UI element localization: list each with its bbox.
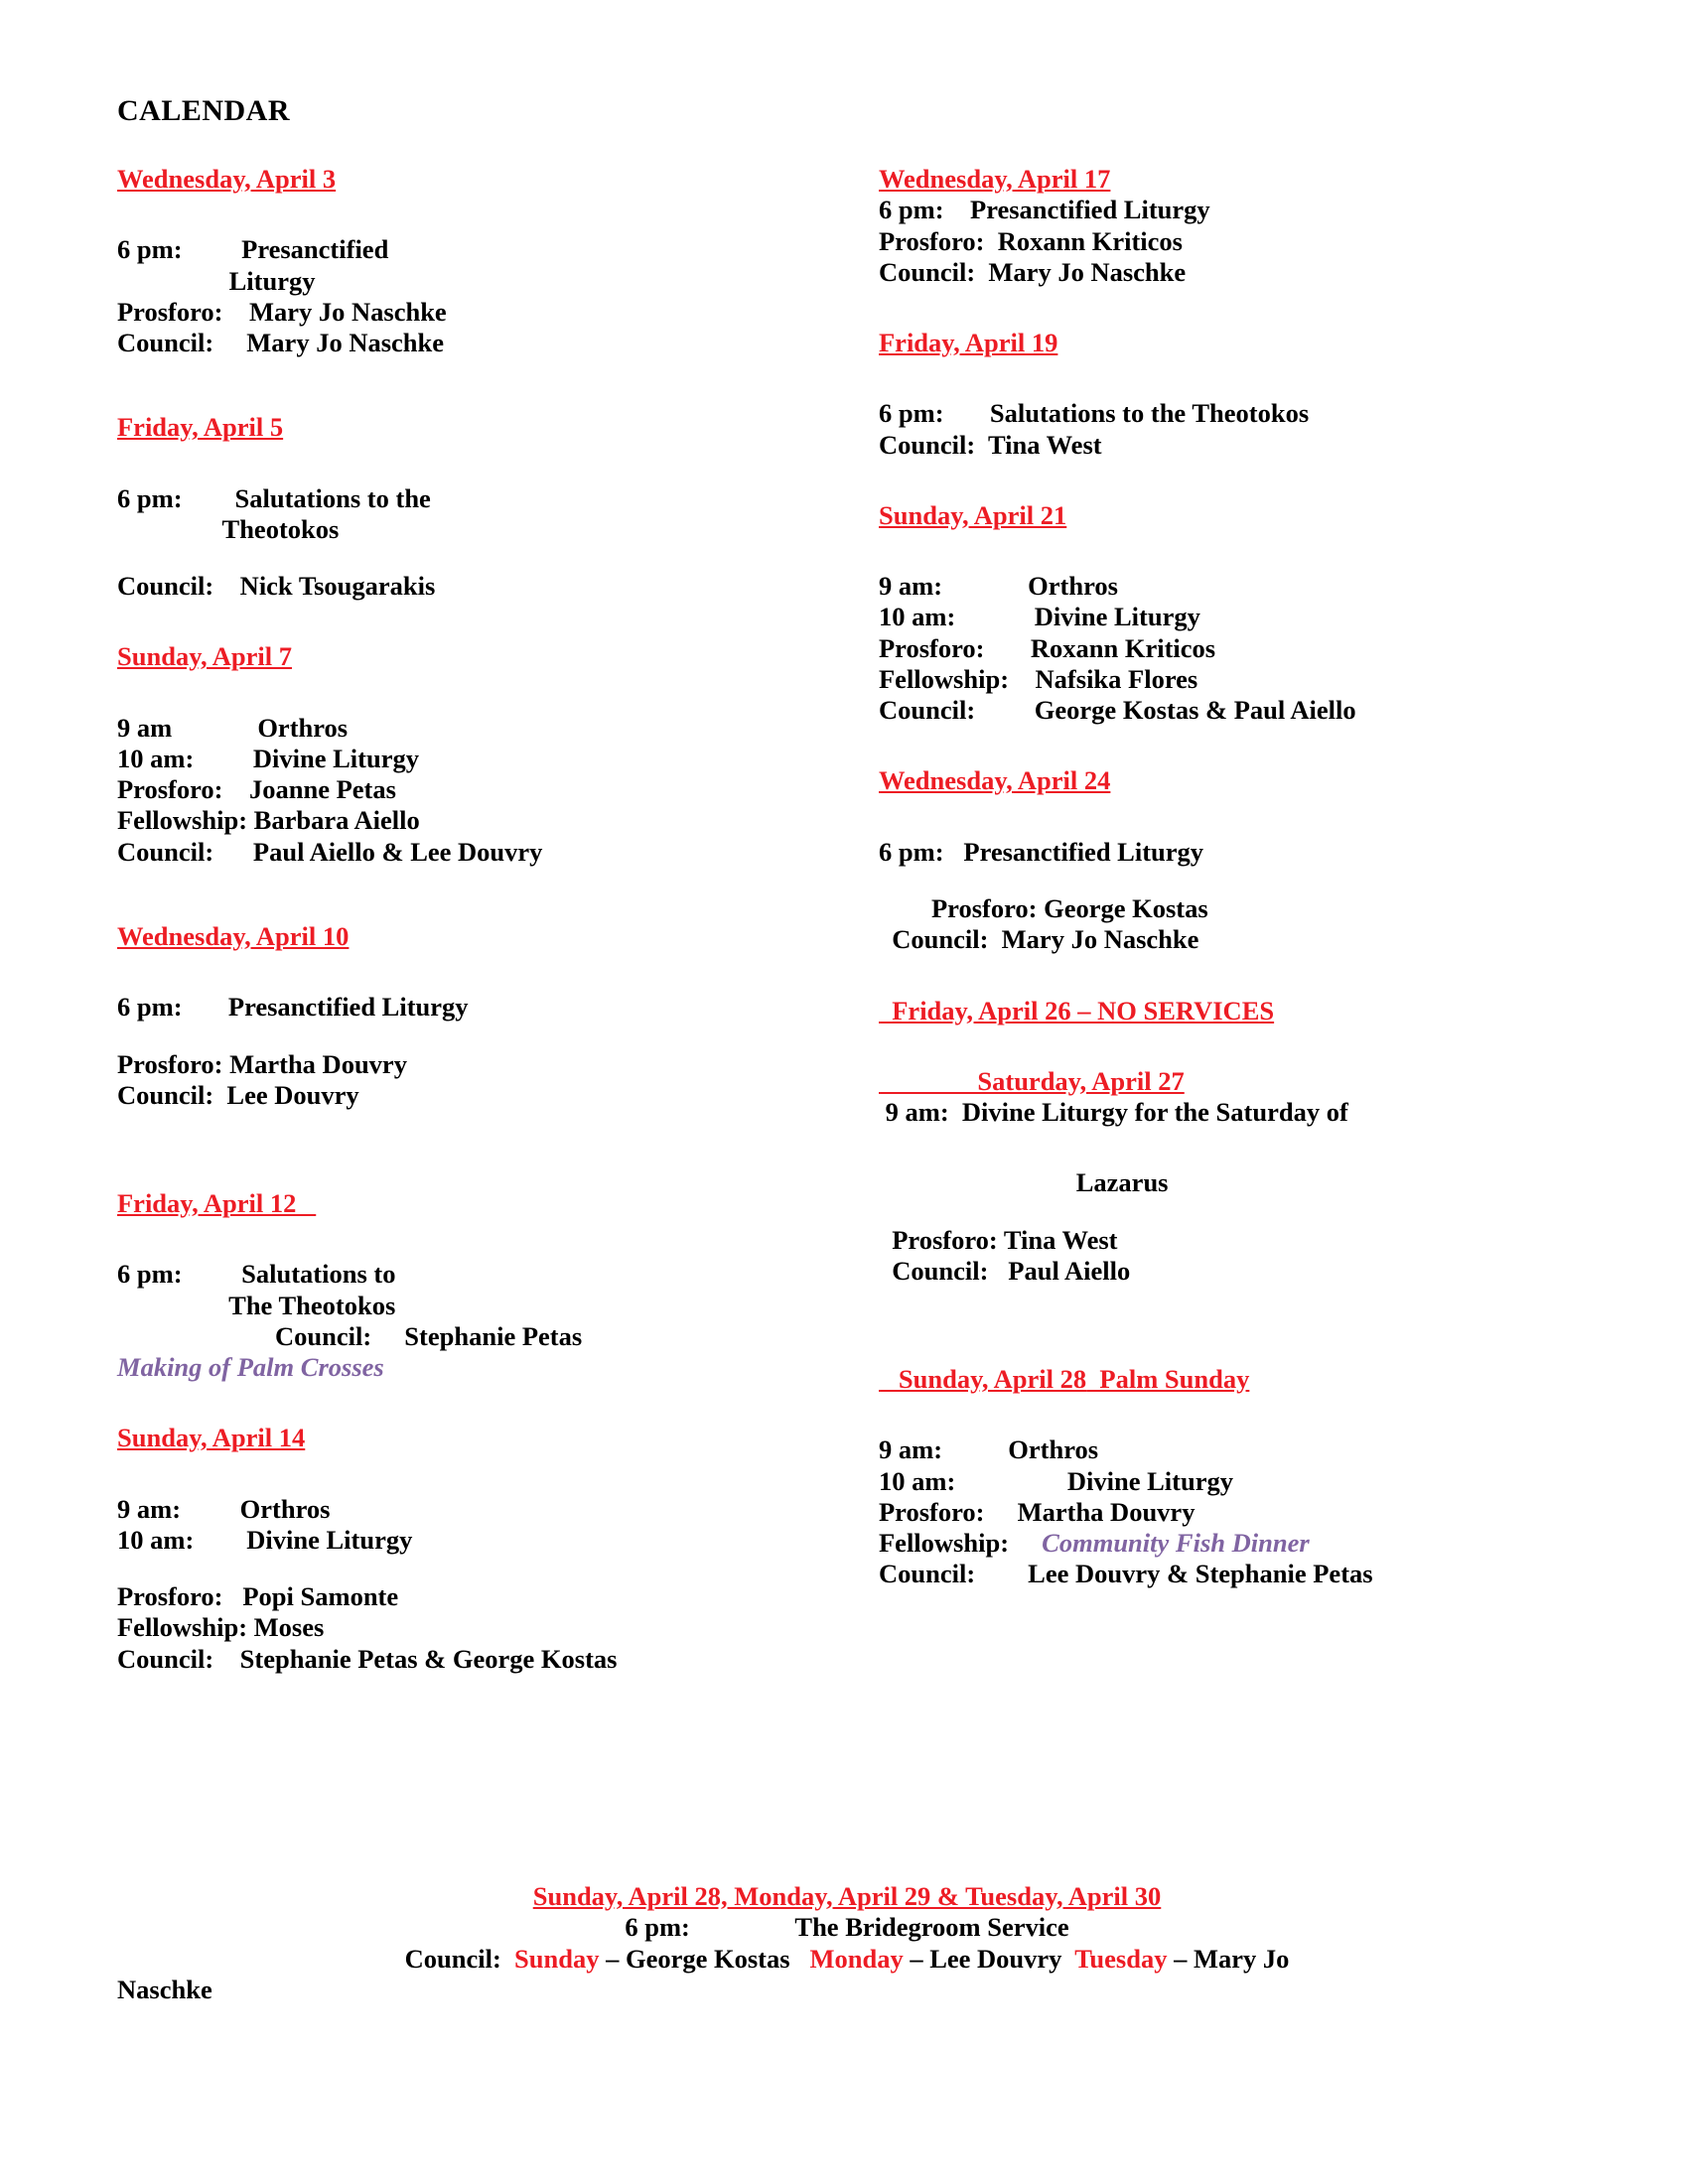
spacer [117, 1111, 733, 1188]
event-april-24 [879, 765, 1554, 955]
spacer [879, 1128, 1554, 1167]
spacer [117, 602, 733, 641]
event-april-14 [117, 1423, 733, 1675]
event-line: 9 am: Orthros [117, 1493, 331, 1524]
event-line: 10 am: Divine Liturgy [879, 602, 1200, 632]
date-heading: Wednesday, April 24 [879, 765, 1111, 796]
event-line: Theotokos [117, 513, 340, 544]
page-title: CALENDAR [117, 94, 291, 127]
event-april-3 [117, 164, 733, 358]
spacer [879, 797, 1554, 837]
date-heading: Friday, April 12 [117, 1188, 317, 1219]
fellowship-line [879, 1528, 1554, 1559]
event-line: Prosforo: Mary Jo Naschke [117, 296, 447, 327]
fellowship-note: Community Fish Dinner [1042, 1528, 1310, 1559]
event-line: 9 am: Orthros [879, 1434, 1099, 1465]
event-line: 6 pm: Presanctified Liturgy [879, 195, 1210, 225]
date-heading: Friday, April 5 [117, 412, 284, 443]
council-name-tuesday: – Mary Jo [1167, 1943, 1290, 1974]
council-day-monday: Monday [809, 1943, 904, 1974]
bridegroom-council-line [117, 1944, 1577, 1975]
event-line: Fellowship: Moses [117, 1612, 325, 1643]
palm-sunday-label: Palm Sunday [1086, 1364, 1250, 1395]
event-april-26 [879, 996, 1554, 1026]
spacer [117, 444, 733, 483]
date-heading [879, 1364, 1554, 1395]
event-line: Council: Paul Aiello [879, 1255, 1131, 1286]
event-line: Council: Nick Tsougarakis [117, 571, 436, 602]
spacer [879, 358, 1554, 398]
spacer [879, 1287, 1554, 1364]
event-line: 9 am Orthros [117, 712, 349, 743]
event-line: 6 pm: Presanctified Liturgy [879, 836, 1204, 867]
fellowship-label: Fellowship: [879, 1528, 1043, 1559]
event-april-28-palm-sunday [879, 1364, 1554, 1590]
event-line: The Theotokos [117, 1290, 396, 1320]
spacer [117, 1219, 733, 1259]
event-line: 10 am: Divine Liturgy [117, 743, 419, 773]
spacer [117, 195, 733, 234]
event-april-21 [879, 500, 1554, 727]
event-line: 10 am: Divine Liturgy [117, 1524, 413, 1555]
spacer [117, 1383, 733, 1423]
date-heading: Wednesday, April 17 [879, 164, 1111, 194]
event-line: Council: Lee Douvry [117, 1079, 359, 1110]
bridegroom-date-heading: Sunday, April 28, Monday, April 29 & Tuesday, April 30 [532, 1881, 1162, 1911]
council-label: Council: [404, 1943, 515, 1974]
council-name-monday: – Lee Douvry [903, 1943, 1075, 1974]
bridegroom-service-line: 6 pm: The Bridegroom Service [625, 1912, 1069, 1943]
event-line: 6 pm: Presanctified [117, 234, 389, 265]
palm-crosses-note: Making of Palm Crosses [117, 1352, 384, 1383]
spacer [117, 868, 733, 921]
spacer [117, 358, 733, 412]
spacer [117, 1454, 733, 1494]
event-line: Prosforo: Roxann Kriticos [879, 632, 1216, 663]
event-line: Liturgy [117, 265, 316, 296]
spacer [879, 956, 1554, 996]
event-line: Prosforo: Joanne Petas [117, 774, 396, 805]
event-line: Council: Mary Jo Naschke [879, 256, 1187, 287]
event-line: Council: Mary Jo Naschke [879, 924, 1199, 955]
date-heading: Sunday, April 7 [117, 641, 293, 672]
event-april-17 [879, 164, 1554, 288]
spacer [117, 545, 733, 571]
event-april-19 [879, 328, 1554, 461]
date-heading: Sunday, April 14 [117, 1423, 306, 1453]
council-day-tuesday: Tuesday [1074, 1943, 1168, 1974]
event-line: Council: Stephanie Petas [117, 1320, 583, 1351]
event-line: Prosforo: Martha Douvry [117, 1048, 407, 1079]
date-heading: Friday, April 26 – NO SERVICES [879, 995, 1275, 1025]
date-heading: Friday, April 19 [879, 328, 1058, 358]
spacer [879, 461, 1554, 500]
spacer [879, 1026, 1554, 1066]
event-line: 6 pm: Presanctified Liturgy [117, 992, 469, 1023]
event-line: Prosforo: George Kostas [879, 892, 1208, 923]
event-april-27 [879, 1066, 1554, 1287]
council-day-sunday: Sunday [514, 1943, 600, 1974]
spacer [879, 288, 1554, 328]
event-line: Prosforo: Roxann Kriticos [879, 225, 1183, 256]
spacer [879, 1395, 1554, 1434]
event-line: 9 am: Orthros [879, 571, 1118, 602]
event-line: 6 pm: Salutations to the [117, 482, 431, 513]
bridegroom-council-overflow: Naschke [117, 1974, 212, 2004]
date-heading: Sunday, April 21 [879, 499, 1067, 530]
event-line: 6 pm: Salutations to the Theotokos [879, 398, 1310, 429]
spacer [117, 1556, 733, 1581]
bridegroom-service-block [117, 1881, 1577, 2005]
event-line: Council: Tina West [879, 429, 1102, 460]
spacer [117, 952, 733, 992]
council-name-sunday: – George Kostas [599, 1943, 810, 1974]
spacer [879, 726, 1554, 765]
event-april-7 [117, 641, 733, 868]
event-line: Fellowship: Nafsika Flores [879, 663, 1198, 694]
date-heading: Wednesday, April 10 [117, 920, 350, 951]
spacer [879, 868, 1554, 893]
event-line: 9 am: Divine Liturgy for the Saturday of [879, 1097, 1348, 1128]
event-april-5 [117, 412, 733, 602]
calendar-right-column [879, 164, 1554, 1590]
event-line: Council: George Kostas & Paul Aiello [879, 695, 1356, 726]
event-line: Prosforo: Popi Samonte [117, 1581, 399, 1612]
calendar-left-column [117, 164, 733, 1675]
spacer [117, 673, 733, 713]
event-line: Prosforo: Tina West [879, 1224, 1118, 1255]
event-april-10 [117, 921, 733, 1111]
date-heading-text: Sunday, April 28 [879, 1364, 1087, 1395]
event-line: Lazarus [879, 1167, 1169, 1198]
date-heading: Saturday, April 27 [879, 1065, 1185, 1096]
spacer [117, 1024, 733, 1049]
event-line: Council: Stephanie Petas & George Kostas [117, 1643, 618, 1674]
event-line: Prosforo: Martha Douvry [879, 1496, 1196, 1527]
event-line: Council: Paul Aiello & Lee Douvry [117, 836, 543, 867]
spacer [879, 531, 1554, 571]
event-line: 10 am: Divine Liturgy [879, 1465, 1233, 1496]
event-line: Fellowship: Barbara Aiello [117, 805, 420, 836]
event-april-12 [117, 1188, 733, 1383]
spacer [879, 1199, 1554, 1225]
date-heading: Wednesday, April 3 [117, 164, 337, 194]
event-line: 6 pm: Salutations to [117, 1259, 396, 1290]
event-line: Council: Mary Jo Naschke [117, 328, 445, 358]
event-line: Council: Lee Douvry & Stephanie Petas [879, 1559, 1373, 1589]
